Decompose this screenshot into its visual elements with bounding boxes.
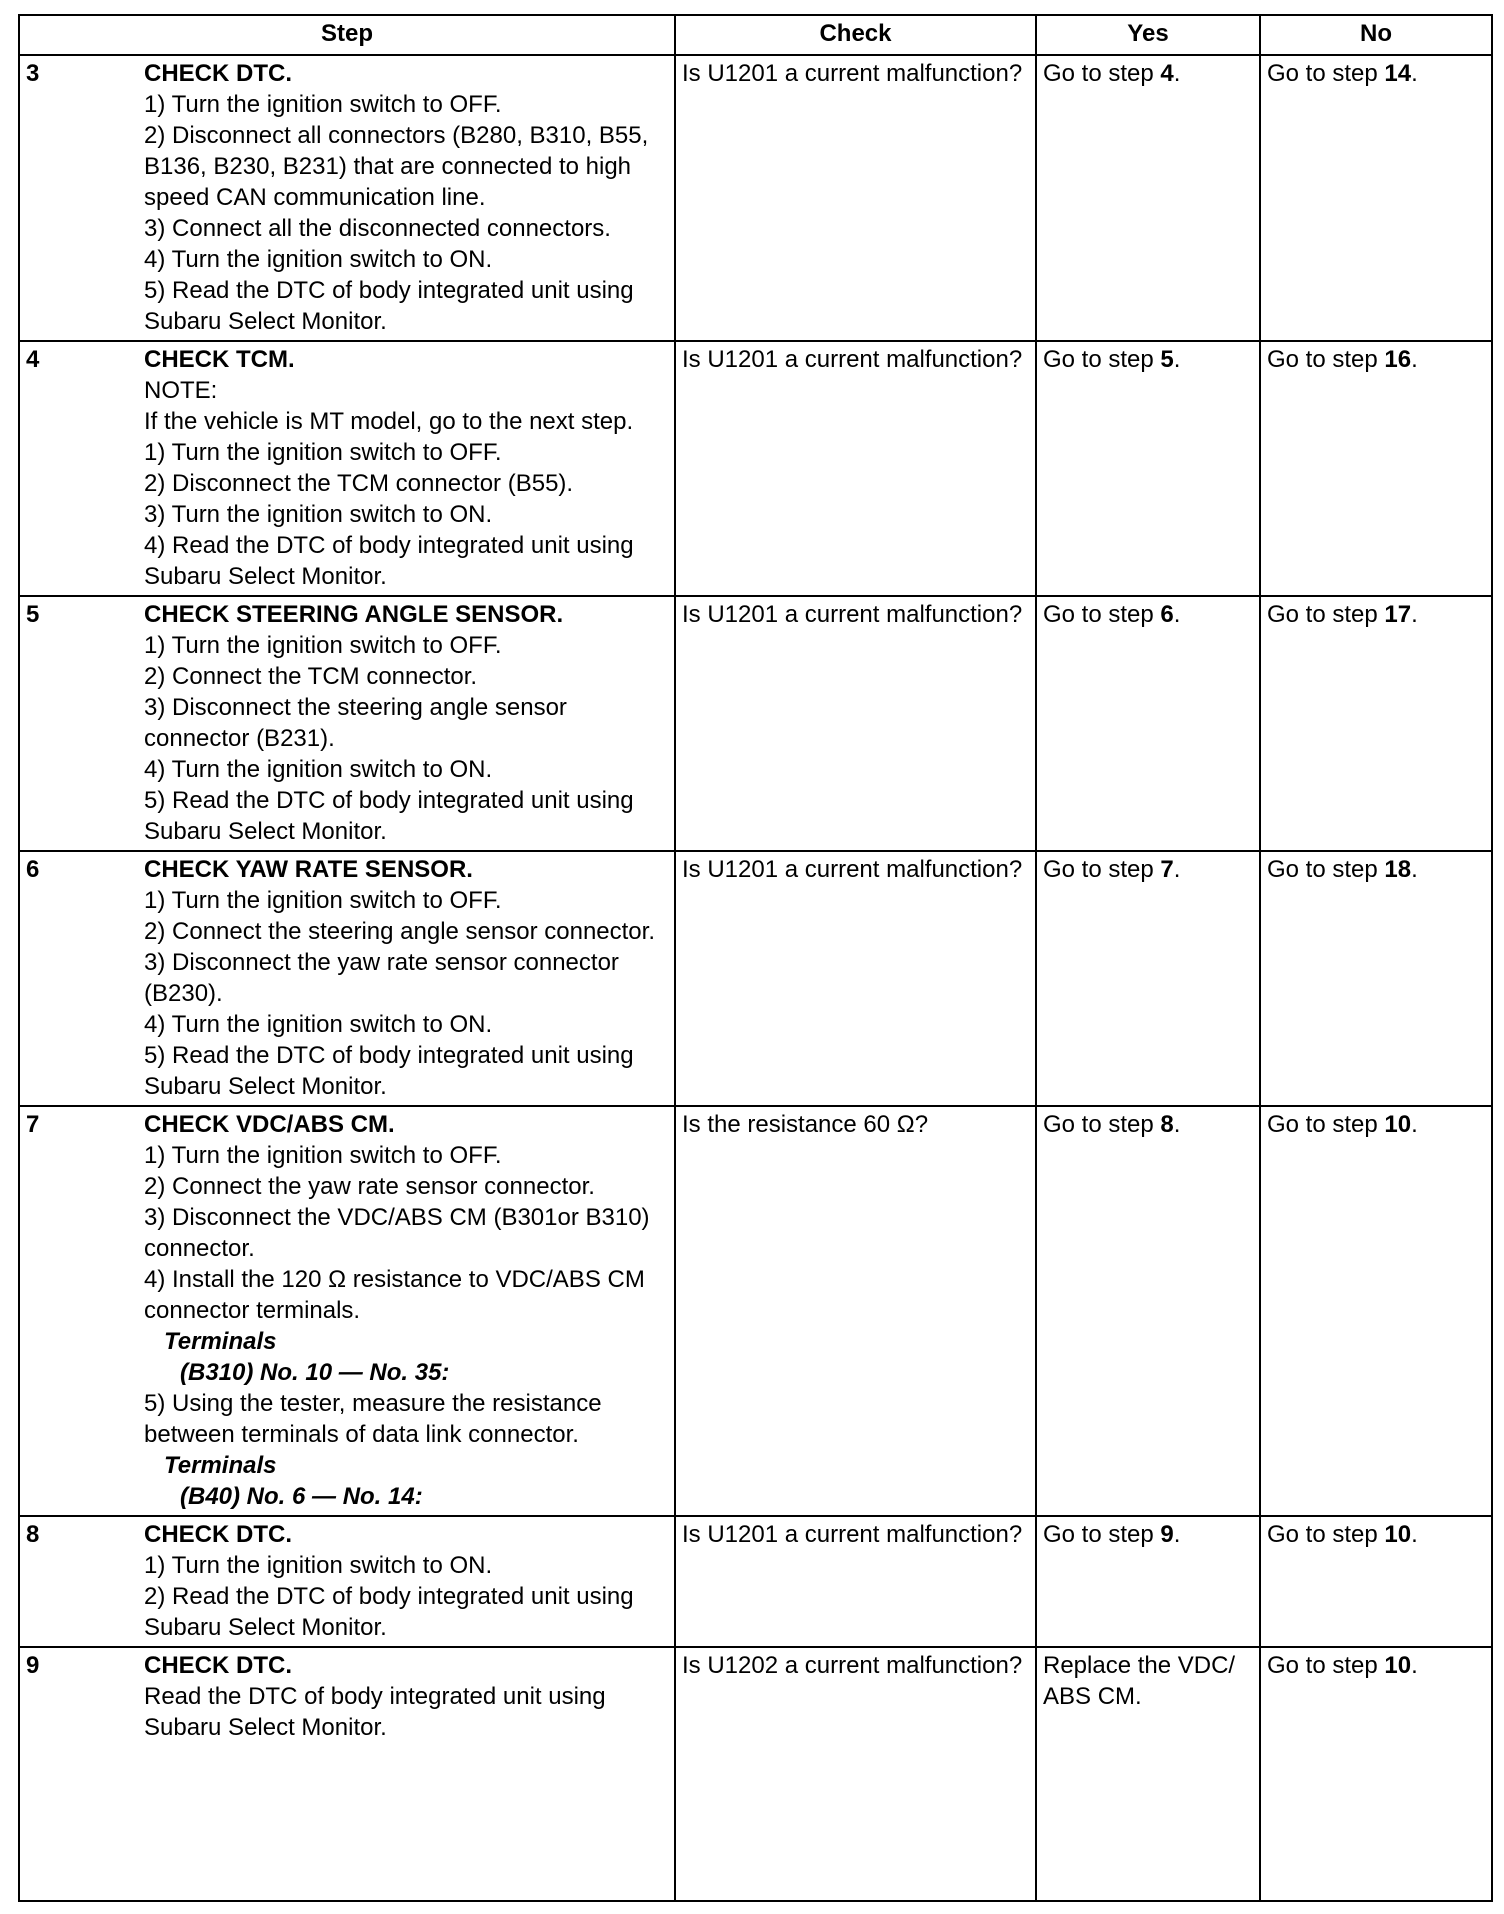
check-cell: Is the resistance 60 Ω? bbox=[675, 1106, 1036, 1516]
note-text: If the vehicle is MT model, go to the next step. bbox=[144, 408, 634, 435]
step-line: 5) Read the DTC of body integrated unit using Subaru Select Monitor. bbox=[144, 787, 634, 845]
step-title: CHECK DTC. bbox=[144, 1521, 292, 1548]
step-line: 2) Connect the TCM connector. bbox=[144, 663, 478, 690]
step-line: 4) Read the DTC of body integrated unit using Subaru Select Monitor. bbox=[144, 532, 634, 590]
check-cell: Is U1201 a current malfunction? bbox=[675, 596, 1036, 851]
yes-cell: Go to step 7. bbox=[1036, 851, 1260, 1106]
no-cell: Go to step 10. bbox=[1260, 1106, 1492, 1516]
step-cell bbox=[19, 1516, 675, 1647]
table-row-step-6 bbox=[19, 851, 1492, 1106]
table-row-step-7 bbox=[19, 1106, 1492, 1516]
step-line: 2) Disconnect all connectors (B280, B310, B55, B136, B230, B231) that are connected to high speed CAN communication line. bbox=[144, 122, 649, 211]
step-line: 4) Turn the ignition switch to ON. bbox=[144, 246, 493, 273]
yes-cell: Go to step 5. bbox=[1036, 341, 1260, 596]
step-title: CHECK YAW RATE SENSOR. bbox=[144, 856, 473, 883]
step-line: 1) Turn the ignition switch to ON. bbox=[144, 1552, 493, 1579]
step-line: 3) Disconnect the steering angle sensor connector (B231). bbox=[144, 694, 567, 752]
check-cell: Is U1201 a current malfunction? bbox=[675, 1516, 1036, 1647]
no-cell: Go to step 17. bbox=[1260, 596, 1492, 851]
header-no: No bbox=[1260, 15, 1492, 55]
step-line: 1) Turn the ignition switch to OFF. bbox=[144, 887, 502, 914]
step-title: CHECK DTC. bbox=[144, 1652, 292, 1679]
no-cell: Go to step 10. bbox=[1260, 1647, 1492, 1901]
note-label: NOTE: bbox=[144, 377, 218, 404]
step-number: 4 bbox=[26, 346, 40, 373]
step-line: 5) Read the DTC of body integrated unit using Subaru Select Monitor. bbox=[144, 277, 634, 335]
terminals-value: (B40) No. 6 — No. 14: bbox=[180, 1483, 423, 1510]
step-line: 3) Connect all the disconnected connectors. bbox=[144, 215, 611, 242]
step-line: 3) Disconnect the yaw rate sensor connector (B230). bbox=[144, 949, 619, 1007]
no-cell: Go to step 18. bbox=[1260, 851, 1492, 1106]
diagnostic-procedure-table bbox=[18, 14, 1493, 1902]
step-cell bbox=[19, 596, 675, 851]
step-title: CHECK STEERING ANGLE SENSOR. bbox=[144, 601, 564, 628]
step-line: 2) Connect the steering angle sensor connector. bbox=[144, 918, 655, 945]
check-cell: Is U1202 a current malfunction? bbox=[675, 1647, 1036, 1901]
yes-cell: Go to step 8. bbox=[1036, 1106, 1260, 1516]
step-number: 7 bbox=[26, 1111, 40, 1138]
no-cell: Go to step 14. bbox=[1260, 55, 1492, 341]
terminals-value: (B310) No. 10 — No. 35: bbox=[180, 1359, 450, 1386]
terminals-label: Terminals bbox=[164, 1328, 277, 1355]
step-line: 1) Turn the ignition switch to OFF. bbox=[144, 439, 502, 466]
header-yes: Yes bbox=[1036, 15, 1260, 55]
yes-cell: Go to step 6. bbox=[1036, 596, 1260, 851]
step-line: 3) Disconnect the VDC/ABS CM (B301or B310) connector. bbox=[144, 1204, 650, 1262]
step-line: 2) Read the DTC of body integrated unit using Subaru Select Monitor. bbox=[144, 1583, 634, 1641]
yes-cell: Replace the VDC/ ABS CM. bbox=[1036, 1647, 1260, 1901]
step-cell bbox=[19, 341, 675, 596]
step-line: 1) Turn the ignition switch to OFF. bbox=[144, 1142, 502, 1169]
step-line: 4) Turn the ignition switch to ON. bbox=[144, 756, 493, 783]
step-cell bbox=[19, 1106, 675, 1516]
step-number: 3 bbox=[26, 60, 40, 87]
table-row-step-9 bbox=[19, 1647, 1492, 1901]
table-row-step-4 bbox=[19, 341, 1492, 596]
step-line: 5) Using the tester, measure the resistance between terminals of data link connector. bbox=[144, 1390, 602, 1448]
step-number: 5 bbox=[26, 601, 40, 628]
check-cell: Is U1201 a current malfunction? bbox=[675, 55, 1036, 341]
terminals-label: Terminals bbox=[164, 1452, 277, 1479]
header-step: Step bbox=[19, 15, 675, 55]
step-line: 3) Turn the ignition switch to ON. bbox=[144, 501, 493, 528]
table-header-row bbox=[19, 15, 1492, 55]
step-line: 2) Connect the yaw rate sensor connector. bbox=[144, 1173, 595, 1200]
step-line: 2) Disconnect the TCM connector (B55). bbox=[144, 470, 574, 497]
step-number: 9 bbox=[26, 1652, 40, 1679]
step-line: 5) Read the DTC of body integrated unit using Subaru Select Monitor. bbox=[144, 1042, 634, 1100]
step-line: 4) Turn the ignition switch to ON. bbox=[144, 1011, 493, 1038]
check-cell: Is U1201 a current malfunction? bbox=[675, 851, 1036, 1106]
table-row-step-8 bbox=[19, 1516, 1492, 1647]
no-cell: Go to step 10. bbox=[1260, 1516, 1492, 1647]
yes-cell: Go to step 9. bbox=[1036, 1516, 1260, 1647]
step-number: 6 bbox=[26, 856, 40, 883]
step-title: CHECK VDC/ABS CM. bbox=[144, 1111, 395, 1138]
check-cell: Is U1201 a current malfunction? bbox=[675, 341, 1036, 596]
step-cell bbox=[19, 55, 675, 341]
step-line: Read the DTC of body integrated unit using Subaru Select Monitor. bbox=[144, 1683, 606, 1741]
table-row-step-5 bbox=[19, 596, 1492, 851]
step-cell bbox=[19, 851, 675, 1106]
step-cell bbox=[19, 1647, 675, 1901]
yes-cell: Go to step 4. bbox=[1036, 55, 1260, 341]
no-cell: Go to step 16. bbox=[1260, 341, 1492, 596]
step-title: CHECK DTC. bbox=[144, 60, 292, 87]
step-line: 4) Install the 120 Ω resistance to VDC/ABS CM connector terminals. bbox=[144, 1266, 645, 1324]
step-title: CHECK TCM. bbox=[144, 346, 295, 373]
step-number: 8 bbox=[26, 1521, 40, 1548]
table-row-step-3 bbox=[19, 55, 1492, 341]
step-line: 1) Turn the ignition switch to OFF. bbox=[144, 632, 502, 659]
header-check: Check bbox=[675, 15, 1036, 55]
step-line: 1) Turn the ignition switch to OFF. bbox=[144, 91, 502, 118]
